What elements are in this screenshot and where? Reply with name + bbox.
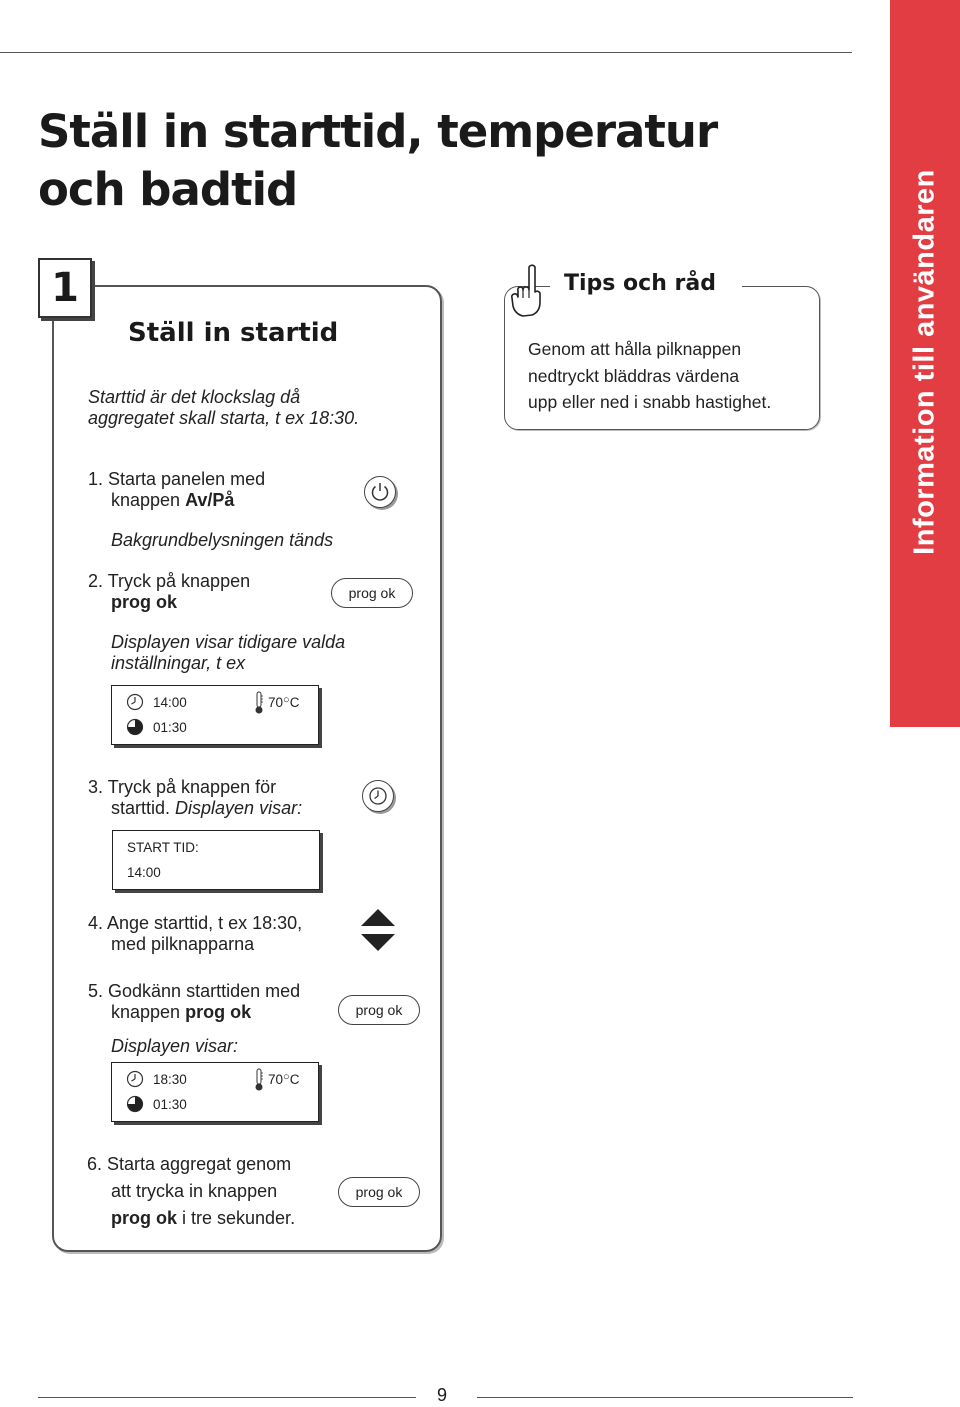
page-title-line1: Ställ in starttid, temperatur: [38, 105, 718, 158]
display-1-temperature: [268, 694, 299, 710]
display-2: [112, 830, 320, 890]
step-1-note: Bakgrundbelysningen tänds: [111, 530, 334, 550]
step-1-line2-prefix: knappen: [111, 490, 186, 510]
step-3-line2-italic: Displayen visar:: [175, 798, 303, 818]
step-2-note: [111, 632, 345, 674]
display-3-duration: 01:30: [153, 1097, 187, 1112]
pointing-hand-icon: [508, 262, 546, 320]
page-title: [38, 103, 798, 219]
side-tab-label: Information till användaren: [908, 169, 941, 555]
display-3-start-time: 18:30: [153, 1072, 187, 1087]
step-2-line1: 2. Tryck på knappen: [88, 571, 251, 591]
step-6-line2: att trycka in knappen: [111, 1181, 278, 1201]
thermometer-icon: [254, 1068, 264, 1092]
step-4: [88, 913, 302, 955]
display-3: [111, 1062, 319, 1122]
thermometer-icon: [254, 691, 264, 715]
step-2: [88, 571, 250, 613]
step-4-line1: 4. Ange starttid, t ex 18:30,: [88, 913, 303, 933]
section-title: Ställ in startid: [128, 318, 339, 348]
tips-line1: Genom att hålla pilknappen: [528, 339, 742, 359]
side-tab: [890, 0, 960, 727]
degree-symbol: ○: [283, 694, 290, 706]
step-2-button-name: prog ok: [111, 592, 177, 612]
clock-icon: [126, 1070, 144, 1088]
start-time-button[interactable]: [362, 780, 394, 812]
prog-ok-button[interactable]: prog ok: [338, 995, 420, 1025]
intro-line1: Starttid är det klockslag då: [88, 387, 301, 407]
step-2-note-line1: Displayen visar tidigare valda: [111, 632, 346, 652]
prog-ok-button[interactable]: prog ok: [331, 578, 413, 608]
tips-line3: upp eller ned i snabb hastighet.: [528, 392, 772, 412]
footer-rule-right: [477, 1397, 853, 1398]
tips-title: Tips och råd: [560, 271, 720, 296]
step-6-line3-suffix: i tre sekunder.: [177, 1208, 296, 1228]
display-1-duration: 01:30: [153, 720, 187, 735]
display-2-label: START TID:: [127, 840, 199, 855]
step-3: [88, 777, 302, 819]
step-3-line2-prefix: starttid.: [111, 798, 176, 818]
degree-symbol: ○: [283, 1071, 290, 1083]
duration-icon: [126, 718, 144, 736]
clock-icon: [126, 693, 144, 711]
step-5: [88, 981, 300, 1023]
display-1-temp-value: 70: [268, 695, 284, 710]
step-1-line1: 1. Starta panelen med: [88, 469, 266, 489]
display-3-temperature: [268, 1071, 299, 1087]
section-number-badge: 1: [38, 258, 92, 318]
step-6: [87, 1151, 295, 1232]
tips-line2: nedtryckt bläddras värdena: [528, 365, 740, 386]
clock-icon: [363, 781, 393, 811]
power-icon: [365, 477, 395, 507]
up-down-arrow-icon[interactable]: [359, 907, 397, 953]
step-2-note-line2: inställningar, t ex: [111, 653, 246, 673]
display-1-temp-unit: C: [289, 695, 300, 710]
display-3-temp-unit: C: [289, 1072, 300, 1087]
step-1-button-name: Av/På: [185, 490, 235, 510]
display-1: [111, 685, 319, 745]
section-intro: [88, 387, 359, 429]
footer-rule-left: [38, 1397, 416, 1398]
display-3-temp-value: 70: [268, 1072, 284, 1087]
tips-text: [528, 336, 771, 416]
step-5-note: Displayen visar:: [111, 1036, 239, 1056]
intro-line2: aggregatet skall starta, t ex 18:30.: [88, 408, 360, 428]
duration-icon: [126, 1095, 144, 1113]
top-rule: [0, 52, 852, 53]
display-2-time: 14:00: [127, 865, 161, 880]
display-1-start-time: 14:00: [153, 695, 187, 710]
step-5-line2-prefix: knappen: [111, 1002, 186, 1022]
step-5-line1: 5. Godkänn starttiden med: [88, 981, 301, 1001]
step-1: [88, 469, 265, 511]
power-button[interactable]: [364, 476, 396, 508]
page-number: 9: [437, 1385, 448, 1405]
step-4-line2: med pilknapparna: [111, 934, 255, 954]
page-title-line2: och badtid: [38, 163, 298, 216]
step-6-line1: 6. Starta aggregat genom: [87, 1154, 292, 1174]
step-5-button-name: prog ok: [185, 1002, 252, 1022]
step-6-button-name: prog ok: [111, 1208, 177, 1228]
step-3-line1: 3. Tryck på knappen för: [88, 777, 277, 797]
prog-ok-button[interactable]: prog ok: [338, 1177, 420, 1207]
